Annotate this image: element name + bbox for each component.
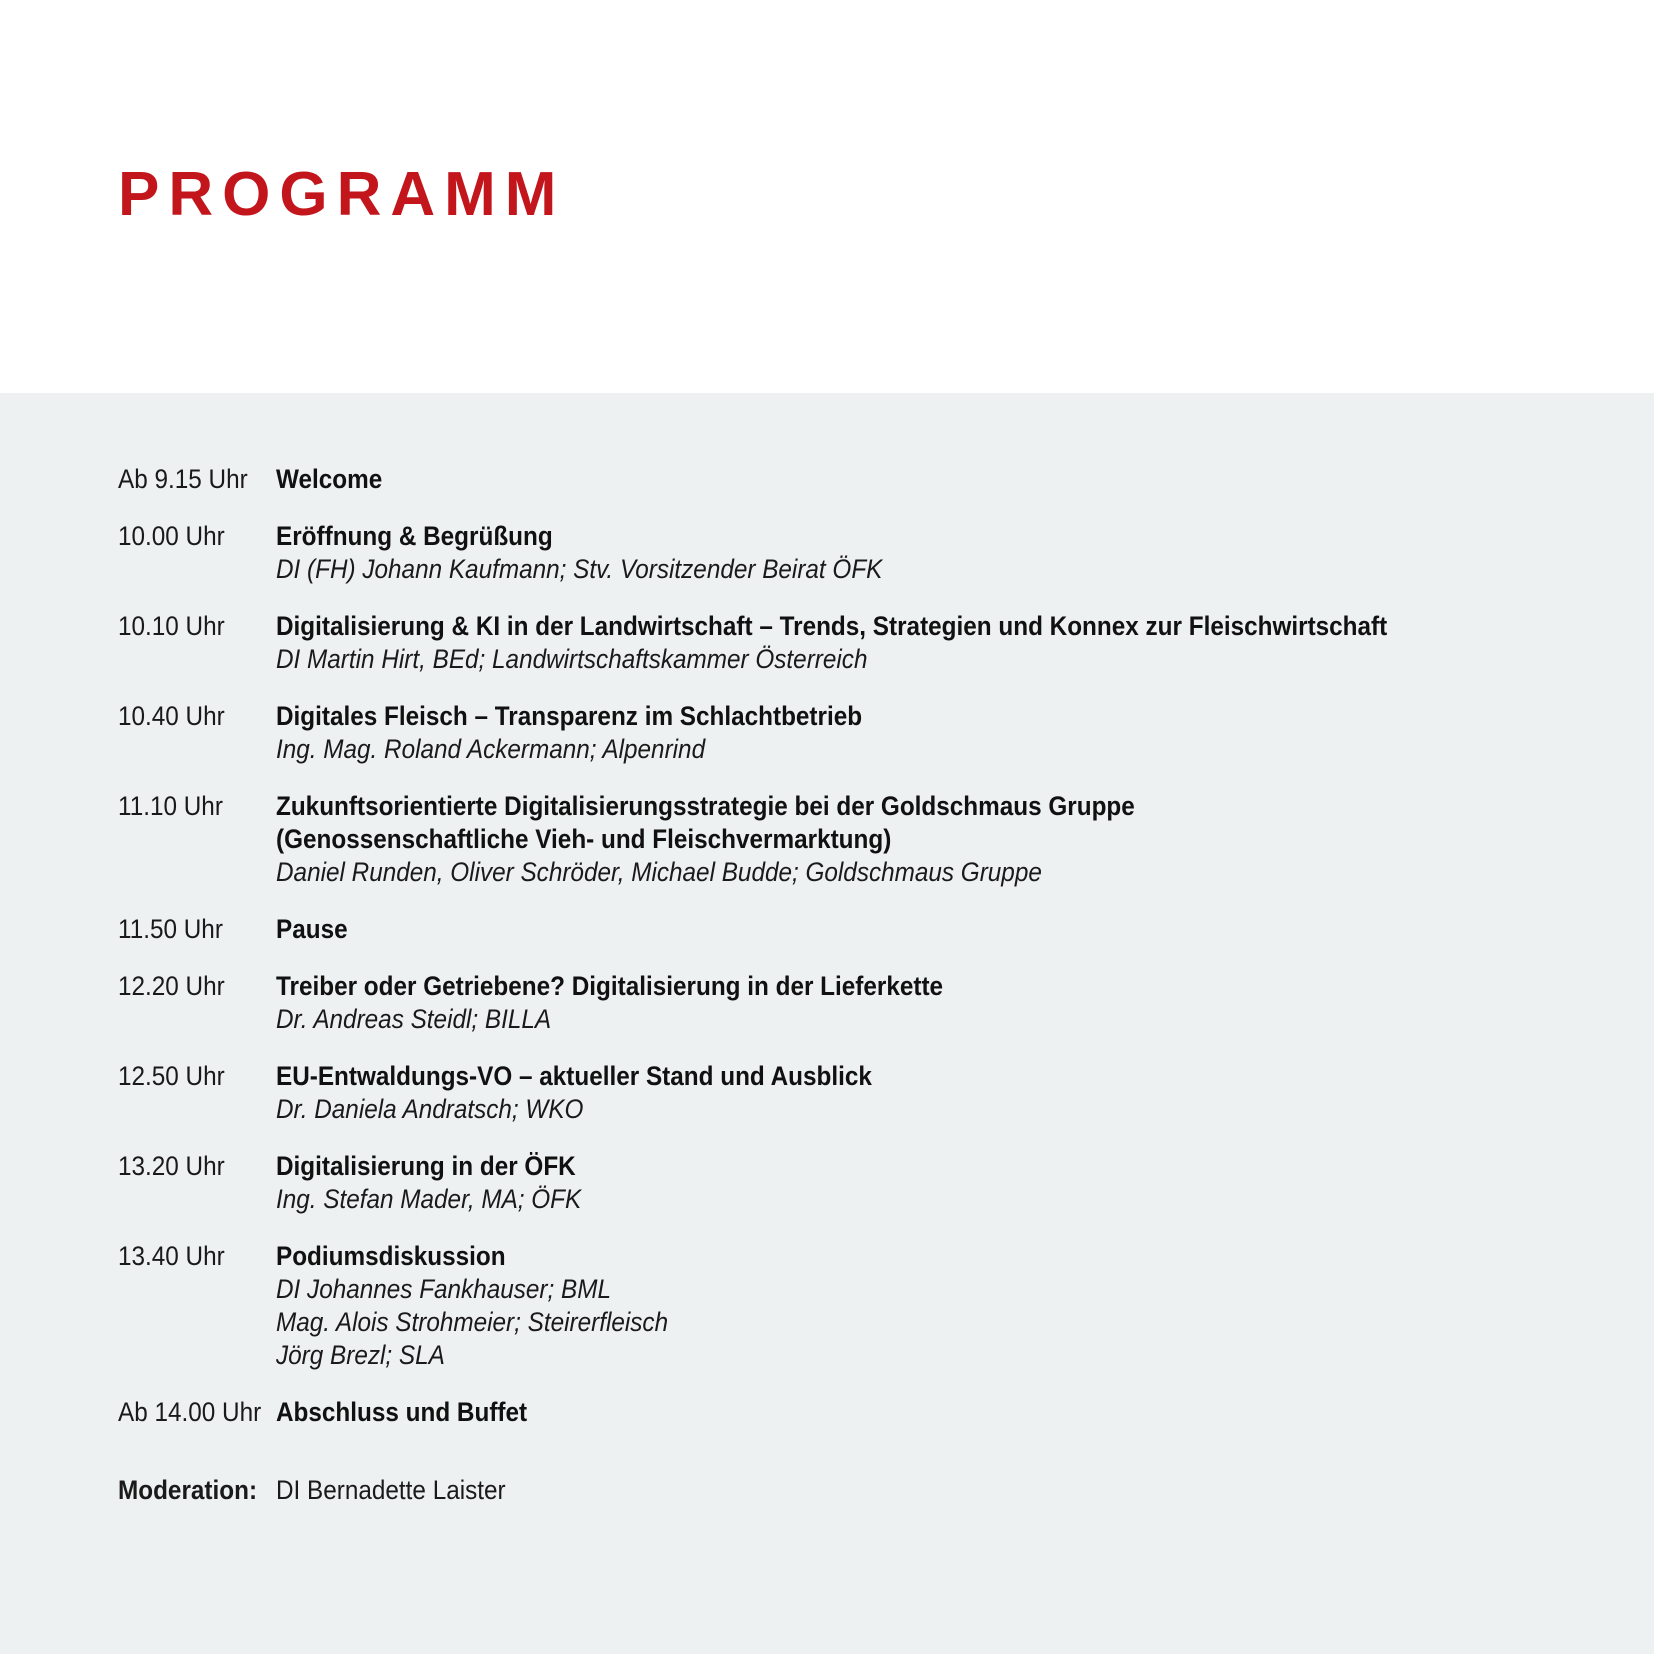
program-item [118, 1060, 1618, 1126]
program-title: Pause [276, 914, 348, 944]
program-title: Abschluss und Buffet [276, 1397, 528, 1427]
program-item [118, 913, 1618, 946]
program-speaker: Mag. Alois Strohmeier; Steirerfleisch [276, 1307, 669, 1337]
program-time: 10.00 Uhr [118, 521, 225, 551]
program-speaker: Ing. Stefan Mader, MA; ÖFK [276, 1184, 582, 1214]
program-title: Podiumsdiskussion [276, 1241, 506, 1271]
program-details [276, 700, 1618, 766]
program-item [118, 463, 1618, 496]
program-time: 12.50 Uhr [118, 1061, 225, 1091]
program-speaker: DI Johannes Fankhauser; BML [276, 1274, 611, 1304]
program-title: Zukunftsorientierte Digitalisierungsstrategie bei der Goldschmaus Gruppe [276, 791, 1135, 821]
program-time: Ab 9.15 Uhr [118, 464, 248, 494]
program-list [118, 463, 1618, 1507]
moderation-name: DI Bernadette Laister [276, 1475, 506, 1505]
program-details [276, 970, 1618, 1036]
page-header [0, 0, 1654, 393]
program-speaker: Dr. Andreas Steidl; BILLA [276, 1004, 552, 1034]
program-details [276, 790, 1618, 889]
program-speaker: Daniel Runden, Oliver Schröder, Michael Budde; Goldschmaus Gruppe [276, 857, 1042, 887]
program-time: 10.40 Uhr [118, 701, 225, 731]
program-details [276, 1396, 1618, 1429]
program-item [118, 790, 1618, 889]
program-time: 11.50 Uhr [118, 914, 223, 944]
program-details [276, 463, 1618, 496]
program-details [276, 913, 1618, 946]
program-item [118, 970, 1618, 1036]
program-item [118, 1396, 1618, 1429]
page-title: PROGRAMM [118, 160, 566, 229]
program-time: 13.20 Uhr [118, 1151, 225, 1181]
program-speaker: DI Martin Hirt, BEd; Landwirtschaftskammer Österreich [276, 644, 868, 674]
program-details [276, 1240, 1618, 1372]
program-details [276, 520, 1618, 586]
program-details [276, 1150, 1618, 1216]
program-title: Treiber oder Getriebene? Digitalisierung in der Lieferkette [276, 971, 944, 1001]
program-speaker: Ing. Mag. Roland Ackermann; Alpenrind [276, 734, 706, 764]
program-title: Digitalisierung & KI in der Landwirtschaft – Trends, Strategien und Konnex zur Fleischwirtschaft [276, 611, 1388, 641]
program-title-continuation: (Genossenschaftliche Vieh- und Fleischvermarktung) [276, 824, 892, 854]
moderation [118, 1474, 1618, 1507]
program-title: EU-Entwaldungs-VO – aktueller Stand und Ausblick [276, 1061, 872, 1091]
moderation-label: Moderation: [118, 1475, 258, 1505]
program-time: 12.20 Uhr [118, 971, 225, 1001]
program-time: 10.10 Uhr [118, 611, 225, 641]
program-speaker: Dr. Daniela Andratsch; WKO [276, 1094, 584, 1124]
program-speaker: DI (FH) Johann Kaufmann; Stv. Vorsitzender Beirat ÖFK [276, 554, 883, 584]
program-speaker: Jörg Brezl; SLA [276, 1340, 445, 1370]
program-section [0, 393, 1654, 1654]
program-item [118, 520, 1618, 586]
program-time: 13.40 Uhr [118, 1241, 225, 1271]
program-details [276, 610, 1618, 676]
program-details [276, 1060, 1618, 1126]
program-item [118, 700, 1618, 766]
program-title: Digitalisierung in der ÖFK [276, 1151, 576, 1181]
program-item [118, 1240, 1618, 1372]
program-title: Welcome [276, 464, 383, 494]
program-time: 11.10 Uhr [118, 791, 223, 821]
program-item [118, 610, 1618, 676]
program-item [118, 1150, 1618, 1216]
program-title: Digitales Fleisch – Transparenz im Schlachtbetrieb [276, 701, 863, 731]
program-time: Ab 14.00 Uhr [118, 1397, 262, 1427]
program-title: Eröffnung & Begrüßung [276, 521, 553, 551]
